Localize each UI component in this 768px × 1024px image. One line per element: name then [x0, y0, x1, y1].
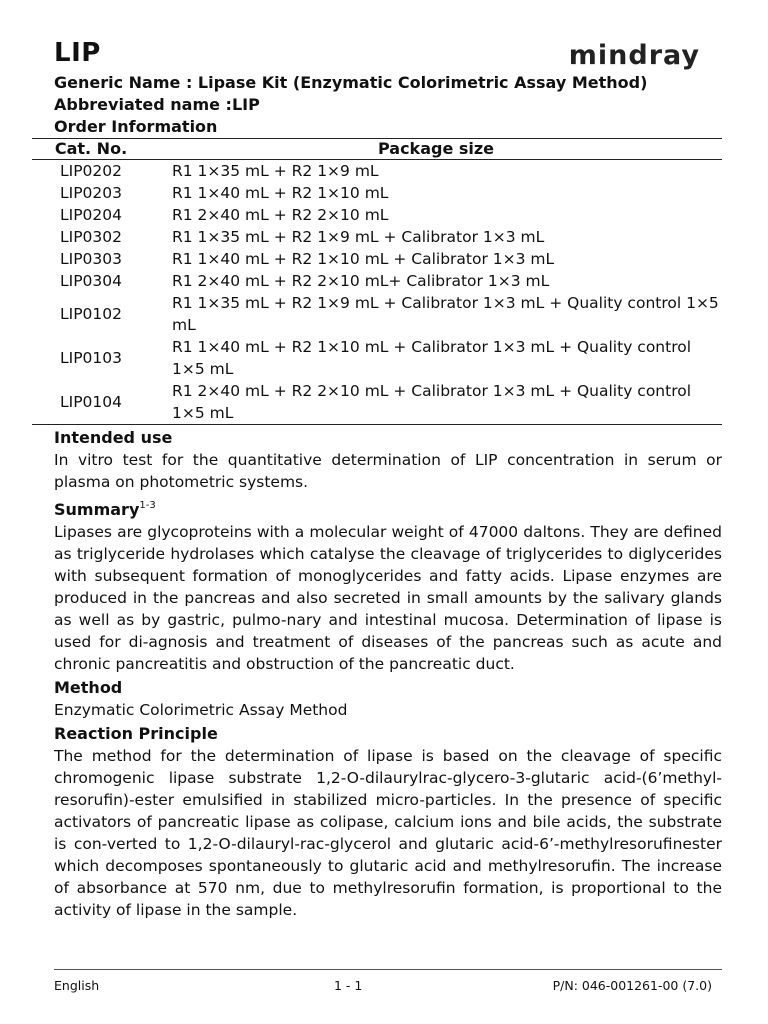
cat-no: LIP0103: [60, 349, 122, 367]
summary-heading-text: Summary: [54, 500, 140, 519]
document-header: [54, 38, 722, 72]
package-size: R1 1×40 mL + R2 1×10 mL: [172, 184, 389, 202]
package-size: R1 1×35 mL + R2 1×9 mL + Calibrator 1×3 mL + Quality control 1×5 mL: [172, 294, 719, 334]
intended-use-text: In vitro test for the quantitative determination of LIP concentration in serum or plasma on photometric systems.: [54, 451, 722, 491]
package-size: R1 1×35 mL + R2 1×9 mL: [172, 162, 379, 180]
method-heading: Method: [54, 678, 123, 697]
cat-no: LIP0102: [60, 305, 122, 323]
method-text: Enzymatic Colorimetric Assay Method: [54, 701, 348, 719]
reaction-principle-text: The method for the determination of lipase is based on the cleavage of specific chromogenic lipase substrate 1,2-O-dilaurylrac-glycero-3-glutaric acid-(6’methyl-resorufin)-ester emulsified in stabilized micro-particles. In the presence of specific activators of pancreatic lipase as colipase, calcium ions and bile acids, the substrate is con-verted to 1,2-O-dilauryl-rac-glycerol and glutaric acid-6’-methylresorufinester which decomposes spontaneously to glutaric acid and methylresorufin. The increase of absorbance at 570 nm, due to methylresorufin formation, is proportional to the activity of lipase in the sample.: [54, 747, 722, 919]
cat-no: LIP0204: [60, 206, 122, 224]
document-title: LIP: [54, 38, 101, 68]
abbreviated-name: Abbreviated name :LIP: [54, 95, 260, 114]
order-table: [32, 138, 722, 425]
document-page: [54, 38, 722, 921]
table-row: [32, 204, 722, 226]
order-table-header: [32, 139, 722, 160]
footer-part-number: P/N: 046-001261-00 (7.0): [552, 978, 712, 993]
footer-language: English: [54, 978, 100, 993]
cat-no: LIP0302: [60, 228, 122, 246]
table-row: [32, 292, 722, 336]
intended-use-heading: Intended use: [54, 428, 173, 447]
mindray-logo: mindray: [568, 40, 700, 71]
summary-heading: [54, 495, 722, 521]
order-information-heading: Order Information: [54, 117, 218, 136]
package-size-header: Package size: [150, 139, 722, 160]
summary-reference: 1-3: [139, 500, 156, 511]
cat-no: LIP0104: [32, 380, 150, 425]
package-size: R1 1×40 mL + R2 1×10 mL + Calibrator 1×3 mL: [172, 250, 555, 268]
footer-divider: [54, 969, 722, 970]
table-row: [32, 182, 722, 204]
package-size: R1 2×40 mL + R2 2×10 mL+ Calibrator 1×3 mL: [172, 272, 550, 290]
table-row: [32, 248, 722, 270]
table-row: [32, 380, 722, 425]
package-size: R1 2×40 mL + R2 2×10 mL + Calibrator 1×3 mL + Quality control 1×5 mL: [150, 380, 722, 425]
package-size: R1 1×35 mL + R2 1×9 mL + Calibrator 1×3 mL: [172, 228, 545, 246]
cat-no: LIP0303: [60, 250, 122, 268]
generic-name: Generic Name : Lipase Kit (Enzymatic Colorimetric Assay Method): [54, 73, 648, 92]
cat-no-header: Cat. No.: [32, 139, 150, 160]
cat-no: LIP0203: [60, 184, 122, 202]
cat-no: LIP0202: [60, 162, 122, 180]
cat-no: LIP0304: [60, 272, 122, 290]
table-row: [32, 336, 722, 380]
table-row: [32, 270, 722, 292]
package-size: R1 1×40 mL + R2 1×10 mL + Calibrator 1×3 mL + Quality control 1×5 mL: [172, 338, 692, 378]
summary-text: Lipases are glycoproteins with a molecular weight of 47000 daltons. They are defined as triglyceride hydrolases which catalyse the cleavage of triglycerides to diglycerides with subsequent formation of monoglycerides and fatty acids. Lipase enzymes are produced in the pancreas and also secreted in small amounts by the salivary glands as well as by gastric, pulmo-nary and intestinal mucosa. Determination of lipase is used for di-agnosis and treatment of diseases of the pancreas such as acute and chronic pancreatitis and obstruction of the pancreatic duct.: [54, 523, 722, 673]
table-row: [32, 160, 722, 183]
package-size: R1 2×40 mL + R2 2×10 mL: [172, 206, 389, 224]
reaction-principle-heading: Reaction Principle: [54, 724, 218, 743]
table-row: [32, 226, 722, 248]
footer-page-number: 1 - 1: [334, 978, 363, 993]
